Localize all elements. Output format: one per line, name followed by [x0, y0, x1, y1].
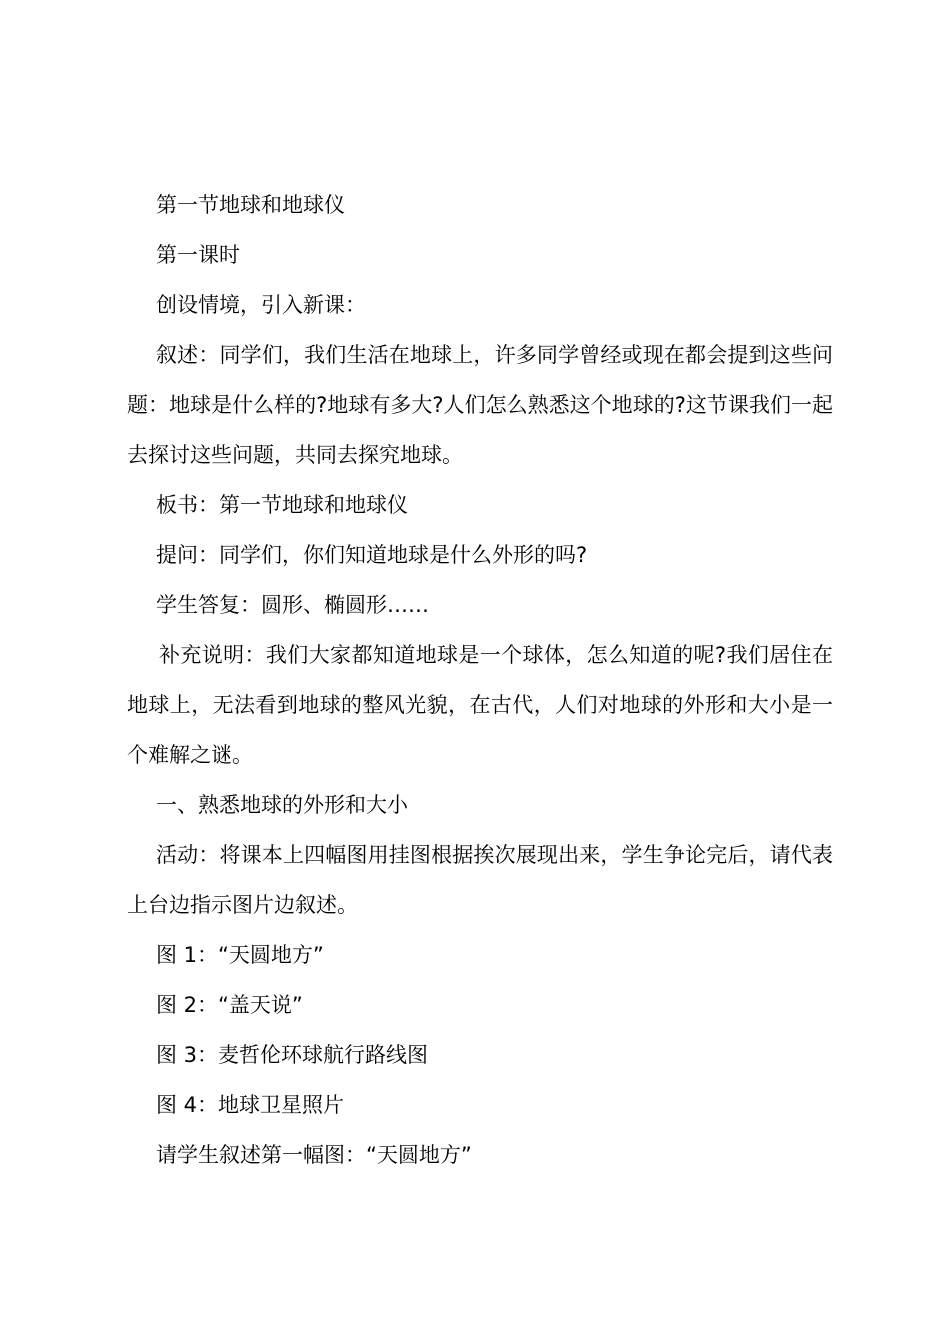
supplement-paragraph: 补充说明：我们大家都知道地球是一个球体，怎么知道的呢?我们居住在地球上，无法看到地球的整风光貌，在古代，人们对地球的外形和大小是一个难解之谜。	[127, 643, 833, 767]
subsection-heading: 一、熟悉地球的外形和大小	[156, 793, 408, 817]
question-paragraph: 提问：同学们，你们知道地球是什么外形的吗?	[156, 543, 588, 567]
closing-instruction: 请学生叙述第一幅图：“天圆地方”	[156, 1143, 472, 1167]
figure-4-caption: 图 4：地球卫星照片	[156, 1093, 345, 1117]
narration-paragraph: 叙述：同学们，我们生活在地球上，许多同学曾经或现在都会提到这些问题：地球是什么样的?地球有多大?人们怎么熟悉这个地球的?这节课我们一起去探讨这些问题，共同去探究地球。	[127, 343, 833, 467]
figure-3-caption: 图 3：麦哲伦环球航行路线图	[156, 1043, 429, 1067]
figure-2-caption: 图 2：“盖天说”	[156, 993, 303, 1017]
blackboard-note: 板书：第一节地球和地球仪	[156, 493, 408, 517]
activity-paragraph: 活动：将课本上四幅图用挂图根据挨次展现出来，学生争论完后，请代表上台边指示图片边叙述。	[127, 843, 833, 917]
lesson-period: 第一课时	[156, 243, 240, 267]
document-body	[127, 180, 833, 1180]
figure-1-caption: 图 1：“天圆地方”	[156, 943, 324, 967]
student-answer: 学生答复：圆形、椭圆形……	[156, 593, 429, 617]
intro-heading: 创设情境，引入新课：	[156, 293, 366, 317]
section-title: 第一节地球和地球仪	[156, 193, 345, 217]
